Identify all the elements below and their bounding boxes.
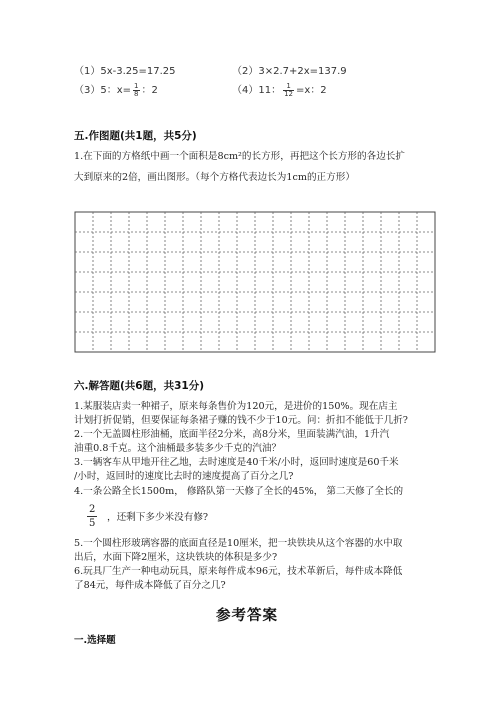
equation-3-suffix: ：2 (141, 85, 158, 96)
equation-2: （2）3×2.7+2x=137.9 (232, 66, 347, 77)
answers-section-1-heading: 一.选择题 (74, 635, 116, 646)
section-5-heading: 五.作图题(共1题，共5分) (74, 130, 197, 142)
equation-1: （1）5x-3.25=17.25 (74, 66, 176, 77)
equation-4 (232, 81, 327, 98)
equation-3-fraction (133, 83, 139, 98)
section-6-heading: 六.解答题(共6题，共31分) (74, 380, 205, 392)
equation-4-suffix: =x：2 (296, 85, 327, 96)
problem-1-line-2: 计划打折促销，但要保证每条裙子赚的钱不少于10元。问：折扣不能低于几折? (74, 415, 408, 426)
equation-4-fraction (283, 83, 294, 98)
problem-5-line-2: 出后，水面下降2厘米，这块铁块的体积是多少? (74, 552, 278, 563)
problem-4-line-2: ，还剩下多少米没有修? (107, 512, 209, 523)
problem-4-line-1: 4.一条公路全长1500m， 修路队第一天修了全长的45%， 第二天修了全长的 (74, 486, 404, 497)
equation-4-prefix: （4）11： (232, 85, 282, 96)
problem-2-line-2: 油重0.8千克。这个油桶最多装多少千克的汽油？ (74, 443, 282, 454)
section-5-question-line-1: 1.在下面的方格纸中画一个面积是8cm²的长方形，再把这个长方形的各边长扩 (74, 151, 405, 162)
equation-3-prefix: （3）5：x= (74, 85, 132, 96)
problem-2-line-1: 2.一个无盖圆柱形油桶，底面半径2分米，高8分米，里面装满汽油，1升汽 (74, 429, 390, 440)
equation-3-denominator: 8 (134, 89, 139, 98)
equation-4-numerator: 1 (283, 83, 294, 91)
problem-6-line-2: 了84元，每件成本降低了百分之几? (74, 580, 226, 591)
problem-1-line-1: 1.某服装店卖一种裙子，原来每条售价为120元，是进价的150%。现在店主 (74, 401, 398, 412)
problem-3-line-2: /小时，返回时的速度比去时的速度提高了百分之几? (74, 471, 294, 482)
equation-4-denominator: 12 (284, 89, 294, 98)
answers-title: 参考答案 (216, 608, 278, 624)
equation-3-numerator: 1 (134, 81, 139, 90)
problem-4-fraction-numerator: 2 (89, 504, 96, 515)
problem-6-line-1: 6.玩具厂生产一种电动玩具，原来每件成本96元，技术革新后，每件成本降低 (74, 566, 403, 577)
problem-4-fraction (87, 503, 97, 530)
drawing-grid[interactable] (74, 211, 436, 353)
section-5-question-line-2: 大到原来的2倍，画出图形。（每个方格代表边长为1cm的正方形） (74, 172, 355, 183)
problem-3-line-1: 3.一辆客车从甲地开往乙地，去时速度是40千米/小时，返回时速度是60千米 (74, 457, 399, 468)
equation-3 (74, 81, 158, 98)
problem-4-fraction-denominator: 5 (89, 518, 96, 529)
problem-5-line-1: 5.一个圆柱形玻璃容器的底面直径是10厘米，把一块铁块从这个容器的水中取 (74, 538, 403, 549)
